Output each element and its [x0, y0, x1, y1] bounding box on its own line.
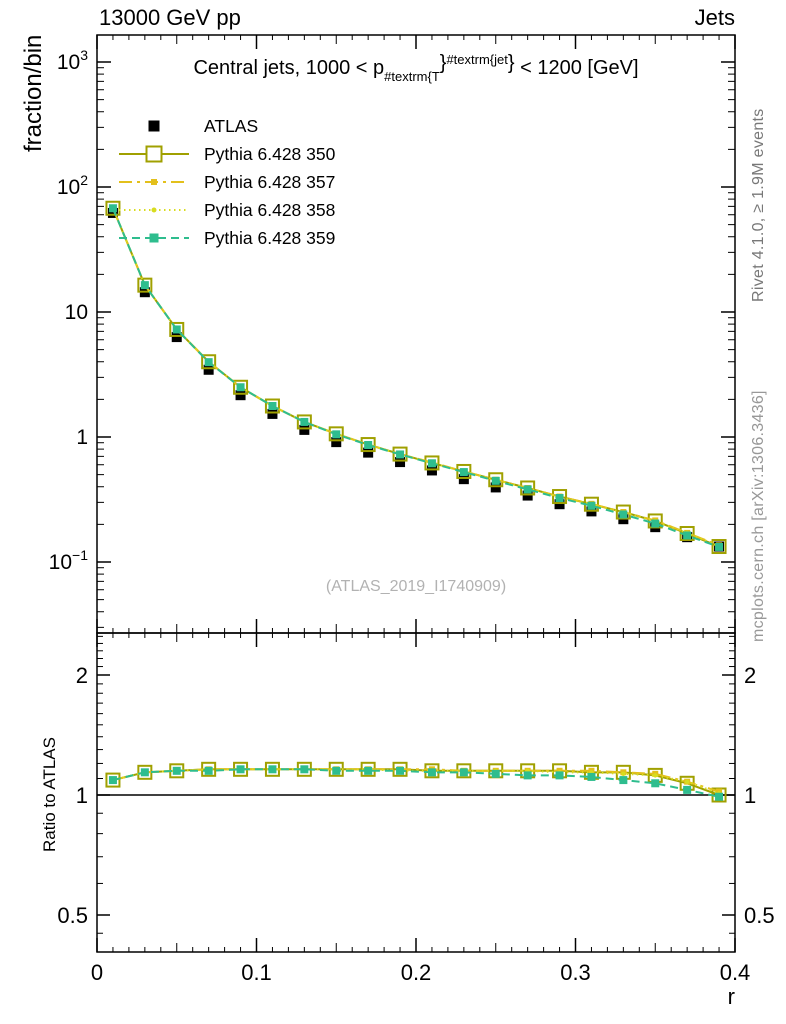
svg-text:1: 1 [75, 783, 88, 808]
svg-text:1: 1 [76, 426, 88, 449]
x-axis-title: r [727, 984, 735, 1009]
svg-text:0.5: 0.5 [57, 903, 88, 928]
legend-item-pythia-359 [118, 224, 335, 252]
series-pythia-6-428-359 [109, 204, 723, 551]
pythia-358-marker-icon [118, 199, 190, 221]
ratio-y-ticks [97, 636, 735, 933]
svg-text:102: $10^2$ [56, 172, 88, 199]
ratio-y-axis-title: Ratio to ATLAS [40, 737, 59, 852]
title-prefix: Central jets, 1000 < p [193, 57, 385, 79]
svg-text:0.3: 0.3 [560, 960, 591, 985]
svg-text:0.5: 0.5 [744, 903, 775, 928]
legend-item-pythia-358 [118, 196, 335, 224]
series-atlas [108, 208, 724, 552]
svg-text:0.4: 0.4 [719, 960, 751, 985]
plot-title [97, 52, 735, 84]
beam-energy-label: 13000 GeV pp [99, 5, 241, 30]
legend-label: Pythia 6.428 350 [204, 143, 336, 164]
svg-text:10−1: $10^{-1}$ [48, 547, 88, 574]
svg-text:2: 2 [75, 663, 88, 688]
svg-text:0: 0 [90, 960, 104, 985]
svg-text:2: 2 [744, 663, 757, 688]
legend-label: ATLAS [204, 115, 259, 136]
legend-label: Pythia 6.428 358 [204, 199, 336, 220]
title-suffix: < 1200 [GeV] [514, 57, 639, 79]
title-superscript: #textrm{jet [446, 52, 508, 67]
atlas-marker-icon [118, 115, 190, 137]
svg-text:103: $10^3$ [56, 47, 88, 74]
title-brace-2: } [507, 52, 515, 74]
svg-text:0.1: 0.1 [241, 960, 272, 985]
pythia-350-marker-icon [118, 143, 190, 165]
ratio-panel-frame [97, 633, 735, 952]
analysis-id-watermark: (ATLAS_2019_I1740909) [325, 578, 507, 595]
mcplots-credit-label: mcplots.cern.ch [arXiv:1306.3436] [750, 390, 767, 642]
analysis-topic-label: Jets [694, 5, 735, 30]
pythia-359-marker-icon [118, 227, 190, 249]
series-pythia-6-428-357 [110, 205, 722, 548]
legend-item-pythia-357 [118, 168, 335, 196]
legend [118, 112, 335, 252]
series-pythia-6-428-358 [111, 206, 722, 548]
legend-item-atlas [118, 112, 335, 140]
legend-label: Pythia 6.428 359 [204, 227, 336, 248]
title-brace-1: } [439, 52, 447, 74]
rivet-version-label: Rivet 4.1.0, ≥ 1.9M events [750, 108, 767, 302]
series-pythia-6-428-350 [106, 199, 725, 553]
y-axis-title: fraction/bin [20, 34, 47, 152]
title-subscript: #textrm{T [384, 69, 440, 84]
svg-text:1: 1 [744, 783, 757, 808]
legend-item-pythia-350 [118, 140, 335, 168]
pythia-357-marker-icon [118, 171, 190, 193]
legend-label: Pythia 6.428 357 [204, 171, 336, 192]
svg-text:10: 10 [64, 301, 88, 324]
svg-text:0.2: 0.2 [400, 960, 432, 985]
